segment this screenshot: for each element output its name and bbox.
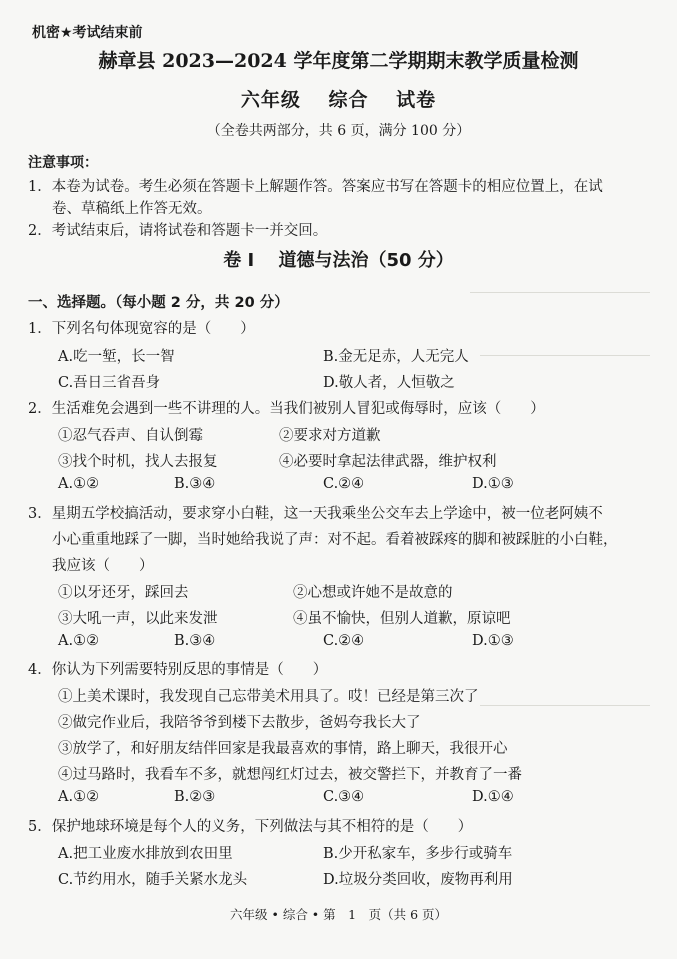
- statement-4: ④过马路时，我看车不多，就想闯红灯过去，被交警拦下，并教育了一番: [58, 767, 522, 783]
- score-info: （全卷共两部分，共 6 页，满分 100 分）: [206, 123, 471, 139]
- question-stem-line-2: 小心重重地踩了一脚，当时她给我说了声：对不起。看着被踩疼的脚和被踩脏的小白鞋，: [52, 532, 618, 548]
- exam-title: 赫章县 2023—2024 学年度第二学期期末教学质量检测: [98, 50, 579, 72]
- option-b: B.少开私家车，多步行或骑车: [323, 846, 513, 862]
- question-stem-line-1: 3．星期五学校搞活动，要求穿小白鞋，这一天我乘坐公交车去上学途中，被一位老阿姨不: [28, 506, 603, 522]
- option-b: B.金无足赤，人无完人: [323, 349, 469, 365]
- paper-label: 试卷: [396, 89, 437, 111]
- option-a: A.吃一堑，长一智: [58, 349, 175, 365]
- statement-2: ②心想或许她不是故意的: [293, 585, 453, 601]
- section-title: 卷 I 道德与法治（50 分）: [223, 250, 454, 271]
- option-d: D.垃圾分类回收，废物再利用: [323, 872, 513, 888]
- notice-item-2: 2．考试结束后，请将试卷和答题卡一并交回。: [28, 223, 328, 239]
- page-footer: 六年级 • 综合 • 第 1 页（共 6 页）: [230, 907, 447, 922]
- option-b: B.③④: [174, 476, 216, 492]
- question-stem: 5．保护地球环境是每个人的义务，下列做法与其不相符的是（ ）: [28, 819, 473, 835]
- statement-2: ②做完作业后，我陪爷爷到楼下去散步，爸妈夸我长大了: [58, 715, 421, 731]
- option-a: A.①②: [58, 789, 100, 805]
- statement-4: ④虽不愉快，但别人道歉，原谅吧: [293, 611, 511, 627]
- statement-3: ③大吼一声，以此来发泄: [58, 611, 218, 627]
- option-c: C.吾日三省吾身: [58, 375, 161, 391]
- option-d: D.①④: [472, 789, 514, 805]
- question-stem: 1．下列名句体现宽容的是（ ）: [28, 321, 255, 337]
- option-c: C.节约用水，随手关紧水龙头: [58, 872, 248, 888]
- statement-1: ①以牙还牙，踩回去: [58, 585, 189, 601]
- option-a: A.①②: [58, 476, 100, 492]
- confidential-mark: 机密★考试结束前: [32, 25, 143, 41]
- option-a: A.①②: [58, 633, 100, 649]
- option-a: A.把工业废水排放到农田里: [58, 846, 233, 862]
- option-c: C.②④: [323, 476, 365, 492]
- option-c: C.③④: [323, 789, 365, 805]
- option-d: D.敬人者，人恒敬之: [323, 375, 455, 391]
- subject-label: 综合: [328, 89, 369, 111]
- option-b: B.③④: [174, 633, 216, 649]
- option-b: B.②③: [174, 789, 216, 805]
- grade-label: 六年级: [240, 89, 301, 111]
- question-stem-line-3: 我应该（ ）: [52, 558, 154, 574]
- statement-3: ③找个时机，找人去报复: [58, 454, 218, 470]
- exam-subtitle: [0, 85, 677, 112]
- statement-4: ④必要时拿起法律武器，维护权利: [279, 454, 497, 470]
- question-stem: 4．你认为下列需要特别反思的事情是（ ）: [28, 662, 328, 678]
- option-d: D.①③: [472, 476, 514, 492]
- notice-item-1-line-1: 1．本卷为试卷。考生必须在答题卡上解题作答。答案应书写在答题卡的相应位置上，在试: [28, 179, 603, 195]
- option-c: C.②④: [323, 633, 365, 649]
- statement-2: ②要求对方道歉: [279, 428, 381, 444]
- option-d: D.①③: [472, 633, 514, 649]
- statement-1: ①忍气吞声、自认倒霉: [58, 428, 203, 444]
- statement-1: ①上美术课时，我发现自己忘带美术用具了。哎！已经是第三次了: [58, 689, 479, 705]
- part-heading: 一、选择题。（每小题 2 分，共 20 分）: [28, 295, 289, 311]
- statement-3: ③放学了，和好朋友结伴回家是我最喜欢的事情，路上聊天，我很开心: [58, 741, 508, 757]
- notice-item-1-line-2: 卷、草稿纸上作答无效。: [52, 201, 212, 217]
- question-stem: 2．生活难免会遇到一些不讲理的人。当我们被别人冒犯或侮辱时，应该（ ）: [28, 401, 545, 417]
- notice-title: 注意事项：: [28, 155, 98, 171]
